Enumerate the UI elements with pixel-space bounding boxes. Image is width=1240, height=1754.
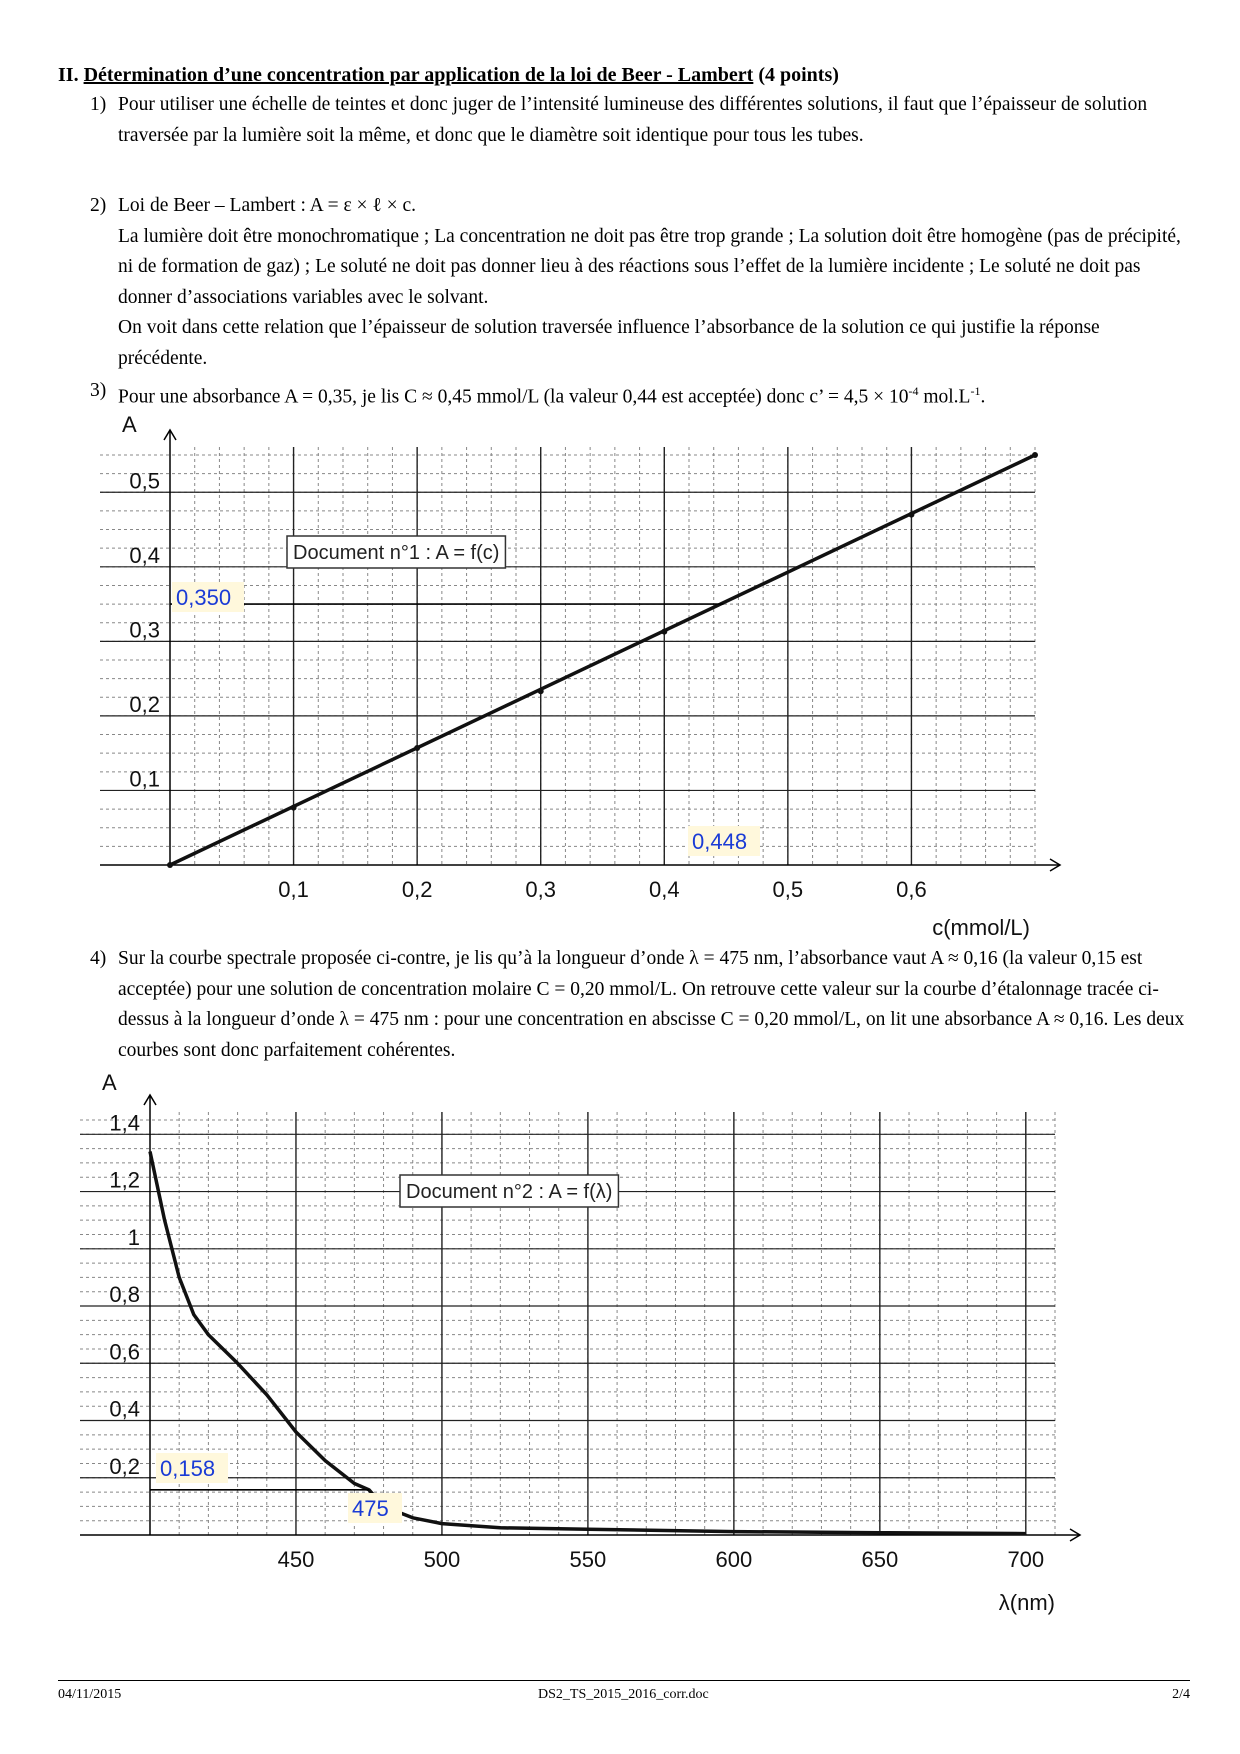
answer-text: mol.L: [918, 386, 971, 408]
x-tick-label: 0,6: [896, 877, 927, 902]
annotation-y-value: 0,158: [160, 1456, 216, 1481]
y-tick-label: 1,2: [109, 1167, 140, 1193]
x-tick-label: 0,4: [648, 877, 680, 902]
x-tick-label: 0,5: [772, 877, 804, 902]
y-tick-label: 0,6: [109, 1339, 140, 1365]
data-point: [291, 805, 297, 811]
beer-lambert-law: Loi de Beer – Lambert : A = ε × ℓ × c.: [118, 195, 416, 216]
data-point: [538, 688, 544, 694]
answer-4: [90, 944, 1190, 1066]
section-heading: Détermination d’une concentration par application de la loi de Beer - Lambert: [83, 64, 754, 86]
data-point: [1032, 452, 1038, 458]
y-tick-label: 0,3: [129, 617, 160, 643]
y-tick-label: 0,4: [129, 542, 160, 568]
x-tick-label: 700: [1007, 1547, 1045, 1572]
x-tick-label: 0,2: [401, 877, 433, 902]
y-tick-label: 0,2: [129, 691, 160, 717]
x-tick-label: 0,3: [525, 877, 557, 902]
answer-number: 3): [90, 380, 107, 401]
chart-legend: Document n°1 : A = f(c): [293, 542, 500, 564]
answer-number: 2): [90, 195, 107, 216]
x-tick-label: 600: [715, 1547, 753, 1572]
chart-calibration: [0, 410, 1240, 940]
data-point: [167, 862, 173, 868]
exponent: -1: [970, 384, 981, 398]
section-points: (4 points): [758, 64, 839, 86]
answer-3: [90, 376, 1190, 413]
answer-1: [90, 90, 1190, 151]
y-axis-label: A: [102, 1070, 117, 1095]
footer-filename: DS2_TS_2015_2016_corr.doc: [538, 1687, 709, 1702]
x-tick-label: 0,1: [278, 877, 309, 902]
annotation-x-value: 475: [352, 1496, 389, 1521]
y-tick-label: 0,4: [109, 1396, 140, 1422]
x-tick-label: 500: [423, 1547, 461, 1572]
answer-text: .: [980, 386, 986, 408]
answer-number: 1): [90, 94, 107, 115]
x-tick-label: 650: [861, 1547, 899, 1572]
x-axis-label: λ(nm): [998, 1590, 1055, 1615]
answer-text: On voit dans cette relation que l’épaisseur de solution traversée influence l’absorbance de la solution ce qui justifie la réponse précédente.: [118, 317, 1100, 369]
chart-legend: Document n°2 : A = f(λ): [406, 1181, 613, 1203]
answer-2: [90, 191, 1190, 374]
footer-date: 04/11/2015: [58, 1687, 122, 1702]
section-title: [58, 64, 839, 87]
exponent: -4: [908, 384, 919, 398]
x-axis-label: c(mmol/L): [932, 915, 1030, 940]
answer-number: 4): [90, 948, 107, 969]
y-tick-label: 0,2: [109, 1453, 140, 1479]
chart-calibration-svg: [0, 410, 1240, 940]
answer-text: Pour une absorbance A = 0,35, je lis C ≈ 0,45 mmol/L (la valeur 0,44 est acceptée) donc c’ = 4,5 × 10: [118, 386, 909, 408]
annotation-x-value: 0,448: [692, 829, 748, 854]
answer-text: La lumière doit être monochromatique ; La concentration ne doit pas être trop grande ; La solution doit être homogène (pas de précipité, ni de formation de gaz) ; Le soluté ne doit pas donner lieu à des réactions sous l’effet de la lumière incidente ; Le soluté ne doit pas donner d’associations variables avec le solvant.: [118, 225, 1181, 308]
x-tick-label: 550: [569, 1547, 607, 1572]
footer-page-number: 2/4: [1172, 1687, 1190, 1702]
answer-text: Sur la courbe spectrale proposée ci-contre, je lis qu’à la longueur d’onde λ = 475 nm, l’absorbance vaut A ≈ 0,16 (la valeur 0,15 est acceptée) pour une solution de concentration molaire C = 0,20 mmol/L. On retrouve cette valeur sur la courbe d’étalonnage tracée ci-dessus à la longueur d’onde λ = 475 nm : pour une concentration en abscisse C = 0,20 mmol/L, on lit une absorbance A ≈ 0,16. Les deux courbes sont donc parfaitement cohérentes.: [118, 948, 1185, 1061]
y-axis-label: A: [122, 412, 137, 437]
y-tick-label: 0,5: [129, 468, 160, 494]
section-roman: II.: [58, 64, 79, 86]
chart-spectrum-svg: [0, 1070, 1240, 1640]
y-tick-label: 1,4: [109, 1110, 140, 1136]
y-tick-label: 0,1: [129, 766, 160, 792]
annotation-y-value: 0,350: [176, 585, 232, 610]
answer-text: Pour utiliser une échelle de teintes et donc juger de l’intensité lumineuse des différentes solutions, il faut que l’épaisseur de solution traversée par la lumière soit la même, et donc que le diamètre soit identique pour tous les tubes.: [118, 94, 1148, 146]
y-tick-label: 0,8: [109, 1282, 140, 1308]
y-tick-label: 1: [127, 1224, 140, 1250]
page-footer: [58, 1680, 1190, 1702]
data-point: [661, 629, 667, 635]
data-point: [908, 512, 914, 518]
x-tick-label: 450: [277, 1547, 315, 1572]
data-point: [414, 745, 420, 751]
chart-spectrum: [0, 1070, 1240, 1640]
